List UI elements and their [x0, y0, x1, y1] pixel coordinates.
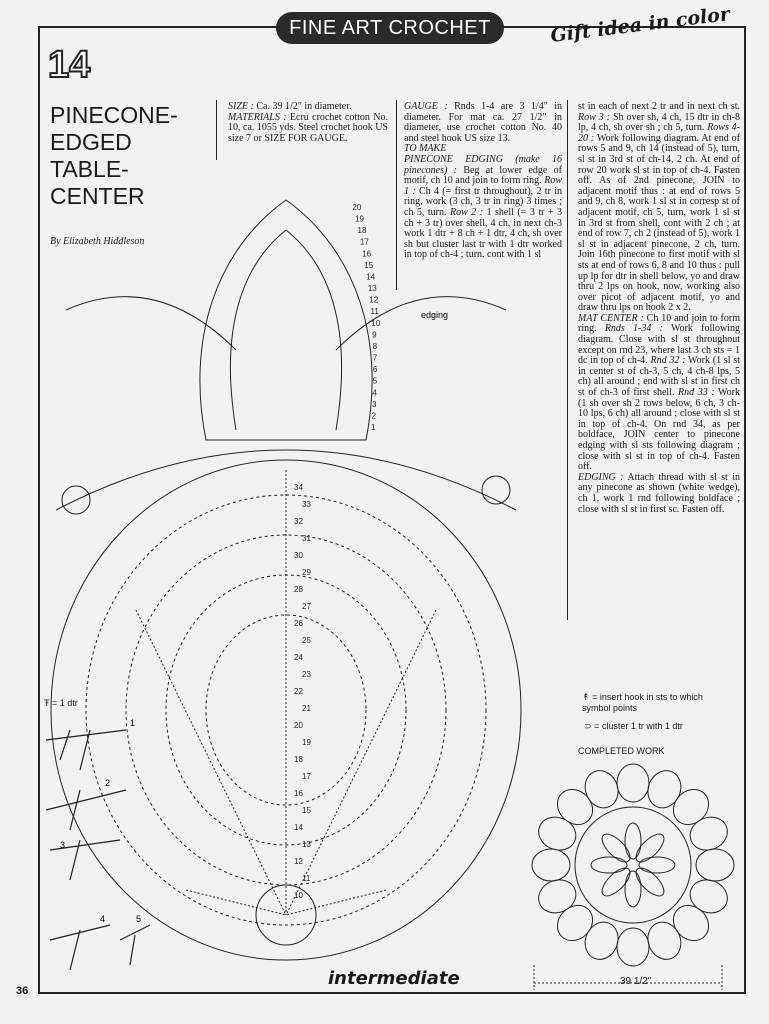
materials-label: MATERIALS :: [228, 111, 287, 123]
pinecone-row-number: 11: [370, 307, 379, 317]
column-3: [578, 102, 740, 515]
to-make-heading: TO MAKE: [404, 143, 447, 155]
inner-petal: [598, 864, 635, 901]
mat-center-text: Ch 10 and join to form ring.: [578, 312, 740, 335]
insert-legend: [582, 692, 712, 713]
insert-arrow-icon: ↟: [582, 692, 590, 702]
center-round-number: 22: [294, 687, 303, 696]
center-round-number: 15: [302, 806, 311, 815]
inner-petal: [625, 871, 641, 907]
tagline: Gift idea in color: [549, 3, 731, 47]
completed-work-label: COMPLETED WORK: [578, 746, 665, 756]
center-round-number: 17: [302, 772, 311, 781]
row-1-label: Row 1 :: [404, 175, 562, 197]
inner-petal: [632, 864, 669, 901]
dtr-legend-text: = 1 dtr: [52, 698, 78, 708]
step-number: 2: [105, 778, 111, 788]
outer-petal: [580, 917, 624, 964]
gauge-text: Rnds 1-4 are 3 1/4" in diameter. For mat ca. 27 1/2" in diameter, use crochet cotton No. 40 and steel hook US size 13.: [404, 101, 562, 144]
inner-circle: [575, 807, 691, 923]
column-rule: [567, 100, 568, 620]
pinecone-row-number: 1: [371, 423, 376, 432]
title-line: TABLE-: [50, 156, 129, 182]
center-round-number: 16: [294, 789, 303, 798]
pinecone-edging-label: PINECONE EDGING (make 16 pinecones) :: [404, 153, 562, 176]
gauge-label: GAUGE :: [404, 101, 448, 112]
center-round-number: 23: [302, 670, 311, 679]
pinecone-row-number: 6: [372, 365, 378, 375]
inner-petal: [625, 823, 641, 859]
rnd-33-label: Rnd 33 :: [678, 387, 715, 399]
radial-lines: [136, 470, 436, 915]
center-round-number: 24: [294, 653, 303, 662]
inner-petal: [639, 857, 675, 873]
pinecone-row-number: 20: [352, 203, 362, 212]
insert-legend-text: = insert hook in sts to which symbol points: [582, 692, 703, 713]
outer-petal: [666, 782, 715, 831]
outer-petal: [696, 849, 734, 881]
center-round-number: 20: [294, 721, 303, 730]
completed-work-illustration: [528, 760, 738, 970]
row-2-text: 1 shell (= 3 tr + 3 ch + 3 tr) over shell, 4 ch, in next ch-3 work 1 dtr + 8 ch + 1 dtr, 4 ch, sh over sh but cluster last tr with 1 dtr worked in top of ch-4 ; turn. cont with 1 sl: [404, 206, 563, 261]
center-round-number: 34: [294, 483, 303, 492]
rnds-1-34-text: Work following diagram. Close with sl st throughout except on rnd 23, where last 3 ch sts = 1 dc in top of ch-4.: [578, 323, 740, 367]
outer-petal: [685, 874, 732, 918]
pinecone-row-number: 5: [372, 376, 378, 386]
inner-petal: [598, 830, 635, 867]
center-round-number: 21: [302, 704, 311, 713]
dtr-legend: [44, 698, 78, 708]
step-4-drawing: [50, 925, 110, 970]
outer-petal: [617, 928, 649, 966]
skill-level: intermediate: [328, 968, 460, 989]
rows-4-20-text: Work following diagram. At end of rows 5 and 9, ch 14 (instead of 5), turn, sl st in 3rd st of ch-14, 2 ch. At end of row 20 work sl st in top of ch-4. Fasten off. As of 2nd pinecone, JOIN to adjacent motif thus : at end of rows 5 and 9, ch 8, work 1 sl st in corresp st of adjacent motif, ch 5, turn, work 1 sl st in 3rd st from shell, cont with 2 ch ; at end of row 7, ch 2 (instead of 5), work 1 sl st in adjacent pinecone, 2 ch, turn. Join 16th pinecone to first motif with sl sts at end of rows 6, 8 and 10 thus : pull up lp for dtr in shell below, yo and draw thru 2 lps on hook, now, working also over picot of adjacent motif, yo and draw thru lps on hook 2 x 2.: [578, 132, 740, 314]
column-rule: [216, 100, 217, 160]
center-round-number: 13: [302, 840, 311, 849]
pattern-number: 14: [48, 44, 91, 86]
inner-petal: [632, 830, 669, 867]
center-round-number: 28: [294, 585, 303, 594]
pinecone-edging-text: Beg at lower edge of motif, ch 10 and join to form ring.: [404, 164, 562, 187]
cluster-legend: [584, 721, 683, 732]
pinecone-row-number: 9: [372, 330, 377, 340]
outer-petal: [685, 812, 732, 856]
pinecone-row-number: 17: [359, 237, 369, 247]
diameter-label: 39 1/2": [620, 976, 652, 987]
page-number: 36: [16, 985, 29, 997]
pinecone-row-number: 13: [367, 284, 377, 294]
center-round-number: 11: [302, 874, 311, 883]
step-number: 1: [130, 718, 136, 728]
title-line: EDGED: [50, 129, 132, 155]
pinecone-row-number: 7: [372, 353, 378, 363]
center-round-number: 29: [302, 568, 311, 577]
center-round-number: 12: [294, 857, 303, 866]
cluster-symbol: ⊃: [584, 721, 592, 731]
step-2-drawing: [46, 790, 126, 830]
step-number: 4: [100, 914, 106, 924]
outer-petal: [580, 766, 624, 813]
outer-petal: [534, 812, 581, 856]
outer-petal: [642, 766, 686, 813]
inner-petal: [591, 857, 627, 873]
rows-4-20-label: Rows 4-20 :: [578, 122, 741, 144]
outer-petal: [642, 917, 686, 964]
pinecone-row-number: 14: [366, 272, 376, 282]
rnds-1-34-label: Rnds 1-34 :: [604, 323, 663, 335]
outer-petal: [532, 849, 570, 881]
edging-text: Attach thread with sl st in any pinecone as shown (white wedge), ch 1, work 1 rnd following boldface ; close with sl st in first sc. Fasten off.: [578, 471, 741, 515]
pinecone-outline: [200, 200, 372, 440]
stitch-steps: [40, 700, 150, 980]
rnd-32-text: Work (1 sl st in center st of ch-3, 5 ch, 4 ch-8 lps, 5 ch) all around ; end with sl st in first ch st of ch-3 of first shell.: [578, 355, 740, 399]
center-round-number: 14: [294, 823, 303, 832]
step-5-drawing: [120, 925, 150, 965]
step-1-drawing: [46, 730, 126, 770]
step-number: 3: [60, 840, 66, 850]
pinecone-row-number: 19: [355, 214, 364, 224]
pinecone-row-number: 15: [364, 260, 374, 270]
pinecone-row-number: 4: [372, 388, 377, 398]
rnd-33-text: Work (1 sh over sh 2 rows below, 6 ch, 3 ch-10 lps, 6 ch) all around ; close with sl st in top of ch-4. On rnd 34, as per boldface, JOIN center to pinecone edging with sl sts following diagram ; close with sl st in top of ch-4. Fasten off.: [578, 387, 741, 473]
center-round-number: 19: [302, 738, 311, 747]
center-round-number: 33: [302, 500, 311, 509]
title-line: PINECONE-: [50, 102, 178, 128]
center-round-number: 26: [294, 619, 303, 628]
pinecone-row-number: 16: [362, 249, 372, 259]
step-number: 5: [136, 914, 142, 924]
outer-petal: [666, 898, 715, 947]
row-3-text: Sh over sh, 4 ch, 15 dtr in ch-8 lp, 4 ch, sh over sh ; ch 5, turn.: [578, 111, 740, 134]
row-1-text: Ch 4 (= first tr throughout), 2 tr in ring, work (3 ch, 3 tr in ring) 3 times ; ch 5, turn.: [404, 185, 562, 218]
center-round-number: 31: [302, 534, 311, 543]
pinecone-inner: [230, 230, 341, 430]
section-banner: FINE ART CROCHET: [276, 12, 504, 44]
materials-text: Ecru crochet cotton No. 10, ca. 1055 yds. Steel crochet hook US size 7 or SIZE FOR GAUGE.: [228, 111, 388, 144]
center-round-number: 27: [302, 602, 311, 611]
byline: By Elizabeth Hiddleson: [50, 236, 145, 247]
edging-label: EDGING :: [578, 471, 624, 483]
dtr-symbol: Ŧ: [44, 698, 50, 708]
title-line: CENTER: [50, 183, 145, 209]
pinecone-row-number: 18: [357, 226, 367, 236]
side-loops: [66, 297, 506, 350]
rnd-32-label: Rnd 32 :: [650, 355, 686, 367]
outer-petal: [550, 782, 599, 831]
pinecone-row-number: 12: [369, 295, 379, 305]
pinecone-row-number: 10: [371, 318, 381, 328]
center-round-number: 10: [294, 891, 303, 900]
pinecone-row-number: 3: [372, 399, 377, 409]
pinecone-row-number: 8: [372, 341, 378, 351]
size-label: SIZE :: [228, 101, 254, 112]
center-round-number: 32: [294, 517, 303, 526]
row-2-label: Row 2 :: [450, 206, 484, 218]
outer-petal: [534, 874, 581, 918]
cluster-legend-text: = cluster 1 tr with 1 dtr: [594, 721, 683, 731]
row-2-continued: st in each of next 2 tr and in next ch st.: [578, 101, 740, 112]
outer-petal: [550, 898, 599, 947]
center-round-number: 18: [294, 755, 303, 764]
size-text: Ca. 39 1/2" in diameter.: [256, 101, 352, 112]
edging-marker: edging: [421, 310, 449, 320]
outer-petal: [617, 764, 649, 802]
center-round-number: 30: [294, 551, 303, 560]
row-3-label: Row 3 :: [578, 111, 611, 123]
pinecone-row-number: 2: [371, 411, 376, 421]
center-round-number: 25: [302, 636, 311, 645]
mat-center-label: MAT CENTER :: [578, 312, 644, 324]
column-1: [228, 102, 388, 144]
